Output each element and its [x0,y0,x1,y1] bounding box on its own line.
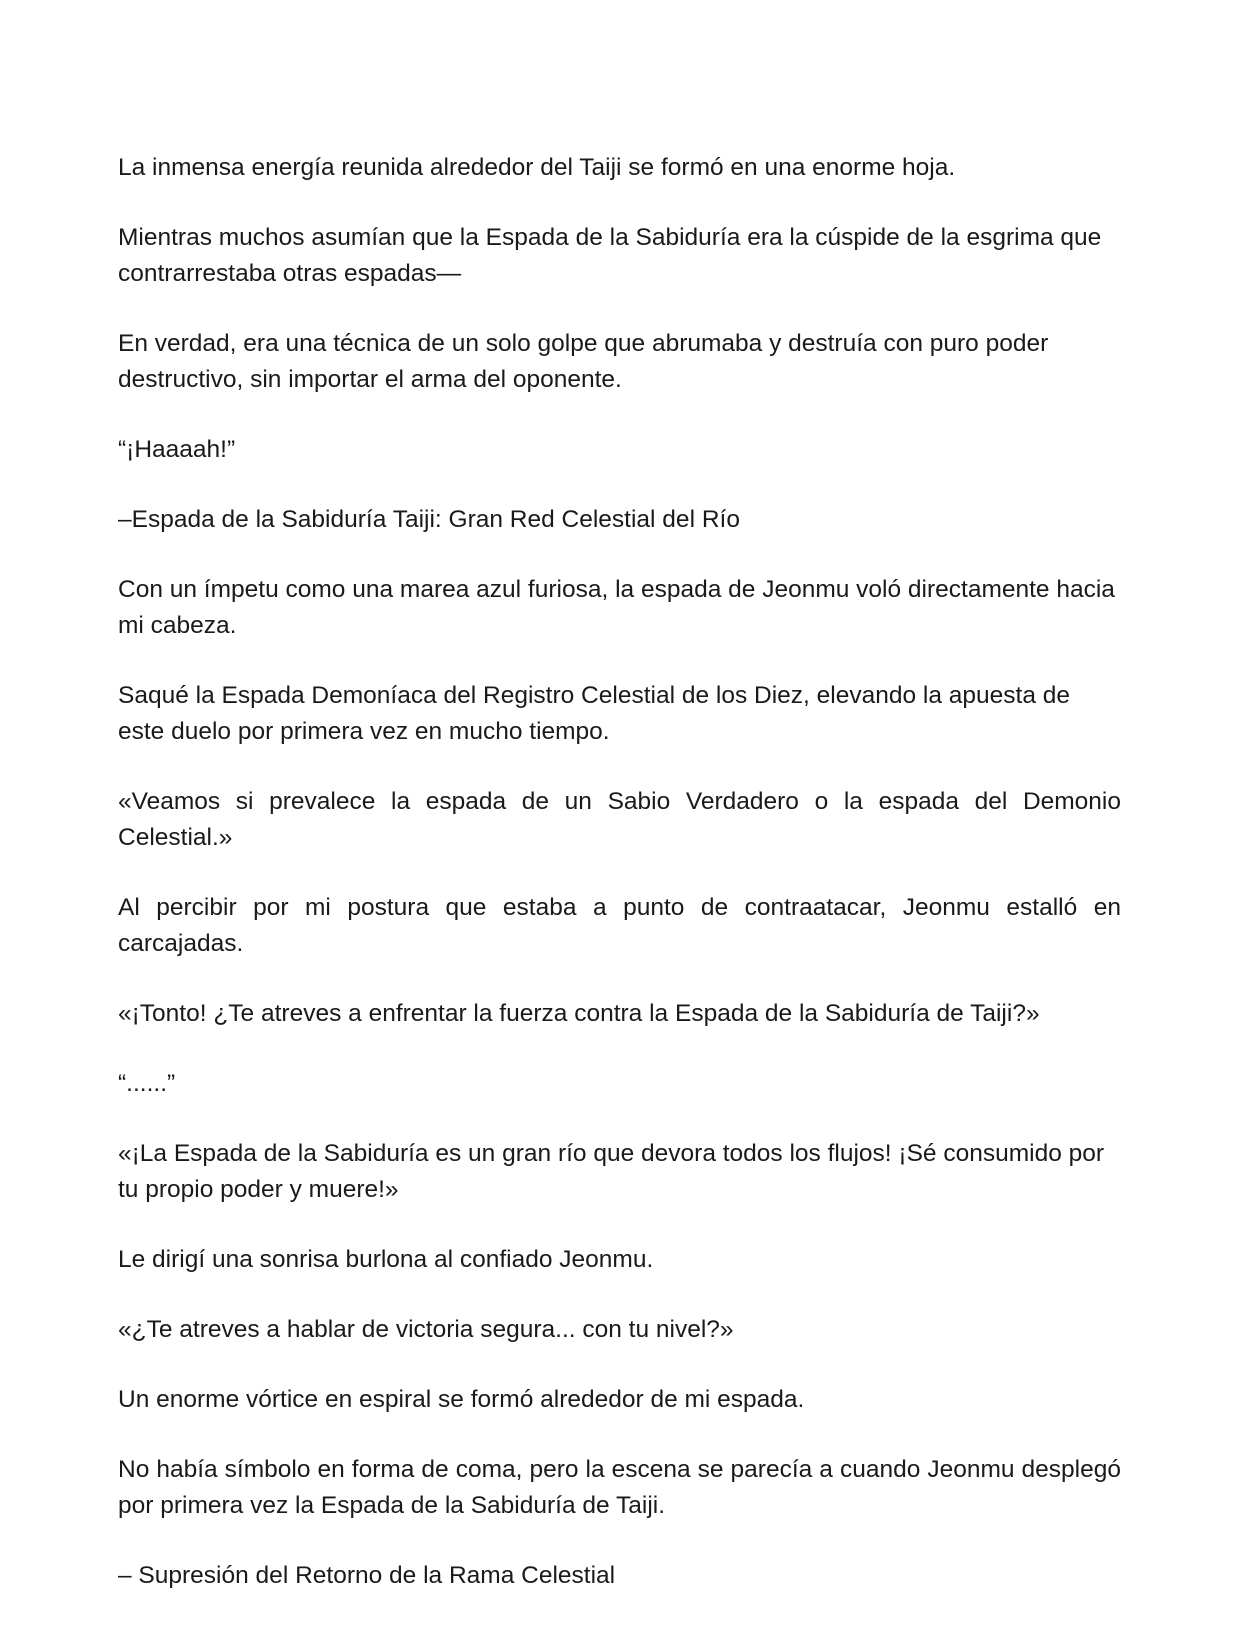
dialogue-line: «¿Te atreves a hablar de victoria segura... con tu nivel?» [118,1316,734,1343]
paragraph: Mientras muchos asumían que la Espada de la Sabiduría era la cúspide de la esgrima que contrarrestaba otras espadas— [118,224,1102,287]
dialogue-line: «¡Tonto! ¿Te atreves a enfrentar la fuerza contra la Espada de la Sabiduría de Taiji?» [118,1000,1040,1027]
technique-name: –Espada de la Sabiduría Taiji: Gran Red Celestial del Río [118,506,740,533]
paragraph: No había símbolo en forma de coma, pero la escena se parecía a cuando Jeonmu desplegó por primera vez la Espada de la Sabiduría de Taiji. [118,1456,1121,1519]
dialogue-line: “......” [118,1070,176,1097]
paragraph: En verdad, era una técnica de un solo golpe que abrumaba y destruía con puro poder destructivo, sin importar el arma del oponente. [118,330,1049,393]
paragraph: Al percibir por mi postura que estaba a punto de contraatacar, Jeonmu estalló en carcajadas. [118,894,1121,957]
paragraph: La inmensa energía reunida alrededor del Taiji se formó en una enorme hoja. [118,154,956,181]
dialogue-line: “¡Haaaah!” [118,436,236,463]
document-page [118,150,1121,1628]
technique-name: – Supresión del Retorno de la Rama Celestial [118,1562,616,1589]
dialogue-line: «Veamos si prevalece la espada de un Sabio Verdadero o la espada del Demonio Celestial.» [118,788,1121,851]
paragraph: Con un ímpetu como una marea azul furiosa, la espada de Jeonmu voló directamente hacia mi cabeza. [118,576,1115,639]
dialogue-line: «¡La Espada de la Sabiduría es un gran río que devora todos los flujos! ¡Sé consumido por tu propio poder y muere!» [118,1140,1105,1203]
paragraph: Un enorme vórtice en espiral se formó alrededor de mi espada. [118,1386,805,1413]
paragraph: Saqué la Espada Demoníaca del Registro Celestial de los Diez, elevando la apuesta de este duelo por primera vez en mucho tiempo. [118,682,1071,745]
paragraph: Le dirigí una sonrisa burlona al confiado Jeonmu. [118,1246,654,1273]
